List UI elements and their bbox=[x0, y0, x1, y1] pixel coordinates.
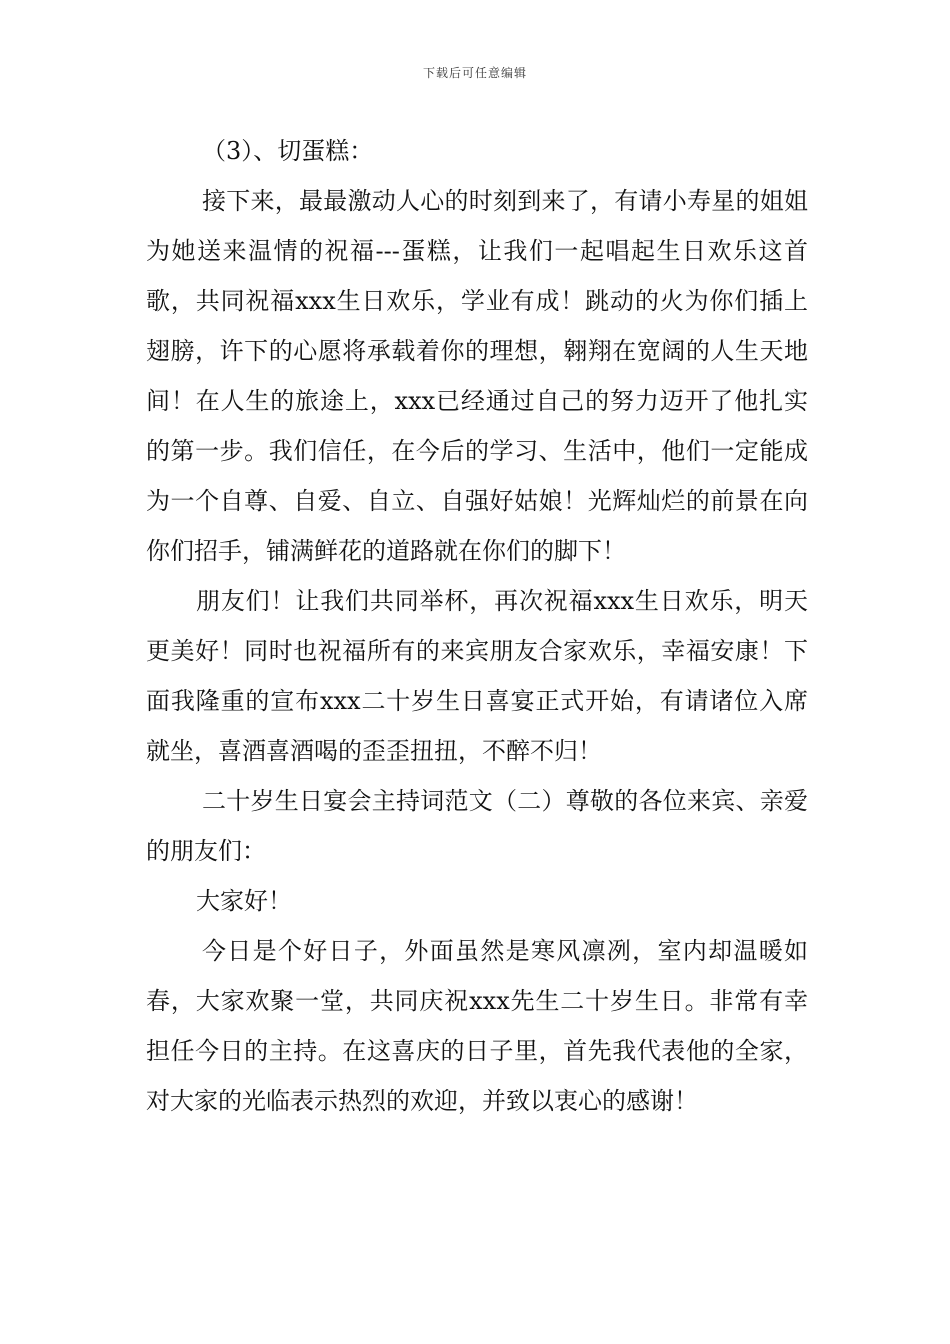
page-header: 下载后可任意编辑 bbox=[422, 66, 527, 80]
document-body bbox=[146, 126, 808, 1126]
paragraph: 接下来，最最激动人心的时刻到来了，有请小寿星的姐姐为她送来温情的祝福---蛋糕，让我们一起唱起生日欢乐这首歌，共同祝福xxx生日欢乐，学业有成！跳动的火为你们插上翅膀，许下的心愿将承载着你的理想，翱翔在宽阔的人生天地间！在人生的旅途上，xxx已经通过自己的努力迈开了他扎实的第一步。我们信任，在今后的学习、生活中，他们一定能成为一个自尊、自爱、自立、自强好姑娘！光辉灿烂的前景在向你们招手，铺满鲜花的道路就在你们的脚下！ bbox=[146, 187, 808, 565]
paragraph: 今日是个好日子，外面虽然是寒风凛冽，室内却温暖如春，大家欢聚一堂，共同庆祝xxx先生二十岁生日。非常有幸担任今日的主持。在这喜庆的日子里，首先我代表他的全家，对大家的光临表示热烈的欢迎，并致以衷心的感谢！ bbox=[146, 937, 808, 1115]
paragraph: 大家好！ bbox=[196, 887, 292, 915]
paragraph: 二十岁生日宴会主持词范文（二）尊敬的各位来宾、亲爱的朋友们： bbox=[146, 787, 808, 865]
paragraph: 朋友们！让我们共同举杯，再次祝福xxx生日欢乐，明天更美好！同时也祝福所有的来宾朋友合家欢乐，幸福安康！下面我隆重的宣布xxx二十岁生日喜宴正式开始，有请诸位入席就坐，喜酒喜酒喝的歪歪扭扭，不醉不归！ bbox=[146, 587, 808, 765]
section-heading: （3）、切蛋糕： bbox=[202, 137, 374, 165]
